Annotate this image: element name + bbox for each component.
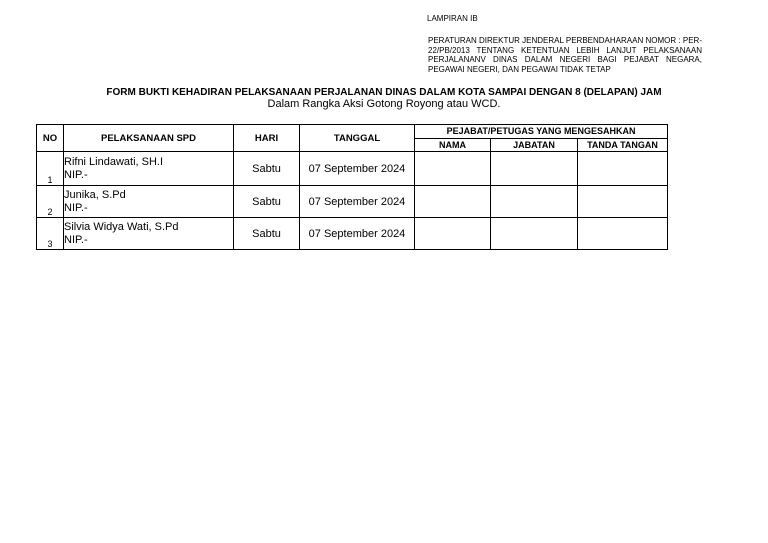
day-cell: Sabtu [234, 218, 300, 250]
table-row [37, 218, 668, 250]
form-subtitle: Dalam Rangka Aksi Gotong Royong atau WCD. [267, 98, 501, 110]
jabatan-cell [491, 218, 578, 250]
signature-cell [578, 186, 668, 218]
form-title: FORM BUKTI KEHADIRAN PELAKSANAAN PERJALANAN DINAS DALAM KOTA SAMPAI DENGAN 8 (DELAPAN) JAM [106, 87, 662, 98]
participant-cell [64, 218, 234, 250]
nama-cell [415, 186, 491, 218]
row-number: 3 [37, 218, 64, 250]
participant-name: Silvia Widya Wati, S.Pd [64, 221, 179, 233]
header-hari: HARI [234, 125, 300, 152]
lampiran-label: LAMPIRAN IB [427, 14, 478, 23]
header-pelaksanaan-spd: PELAKSANAAN SPD [64, 125, 234, 152]
participant-nip: NIP.- [64, 201, 88, 214]
table-row [37, 186, 668, 218]
signature-cell [578, 218, 668, 250]
participant-cell [64, 152, 234, 186]
participant-name: Junika, S.Pd [64, 189, 126, 201]
participant-nip: NIP.- [64, 168, 88, 181]
nama-cell [415, 152, 491, 186]
header-jabatan: JABATAN [491, 138, 578, 152]
day-cell: Sabtu [234, 186, 300, 218]
nama-cell [415, 218, 491, 250]
regulation-text: PERATURAN DIREKTUR JENDERAL PERBENDAHARAAN NOMOR : PER-22/PB/2013 TENTANG KETENTUAN LEBIH LANJUT PELAKSANAAN PERJALANANV DINAS DALAM NEGERI BAGI PEJABAT NEGARA, PEGAWAI NEGERI, DAN PEGAWAI TIDAK TETAP [428, 36, 702, 74]
table-row [37, 152, 668, 186]
day-cell: Sabtu [234, 152, 300, 186]
attendance-table [36, 124, 668, 250]
participant-cell [64, 186, 234, 218]
header-tanggal: TANGGAL [300, 125, 415, 152]
signature-cell [578, 152, 668, 186]
date-cell: 07 September 2024 [300, 152, 415, 186]
header-pejabat-group: PEJABAT/PETUGAS YANG MENGESAHKAN [415, 125, 668, 139]
participant-name: Rifni Lindawati, SH.I [64, 156, 164, 168]
jabatan-cell [491, 152, 578, 186]
participant-nip: NIP.- [64, 233, 88, 246]
date-cell: 07 September 2024 [300, 186, 415, 218]
header-tanda-tangan: TANDA TANGAN [578, 138, 668, 152]
jabatan-cell [491, 186, 578, 218]
header-nama: NAMA [415, 138, 491, 152]
row-number: 2 [37, 186, 64, 218]
header-no: NO [37, 125, 64, 152]
row-number: 1 [37, 152, 64, 186]
date-cell: 07 September 2024 [300, 218, 415, 250]
